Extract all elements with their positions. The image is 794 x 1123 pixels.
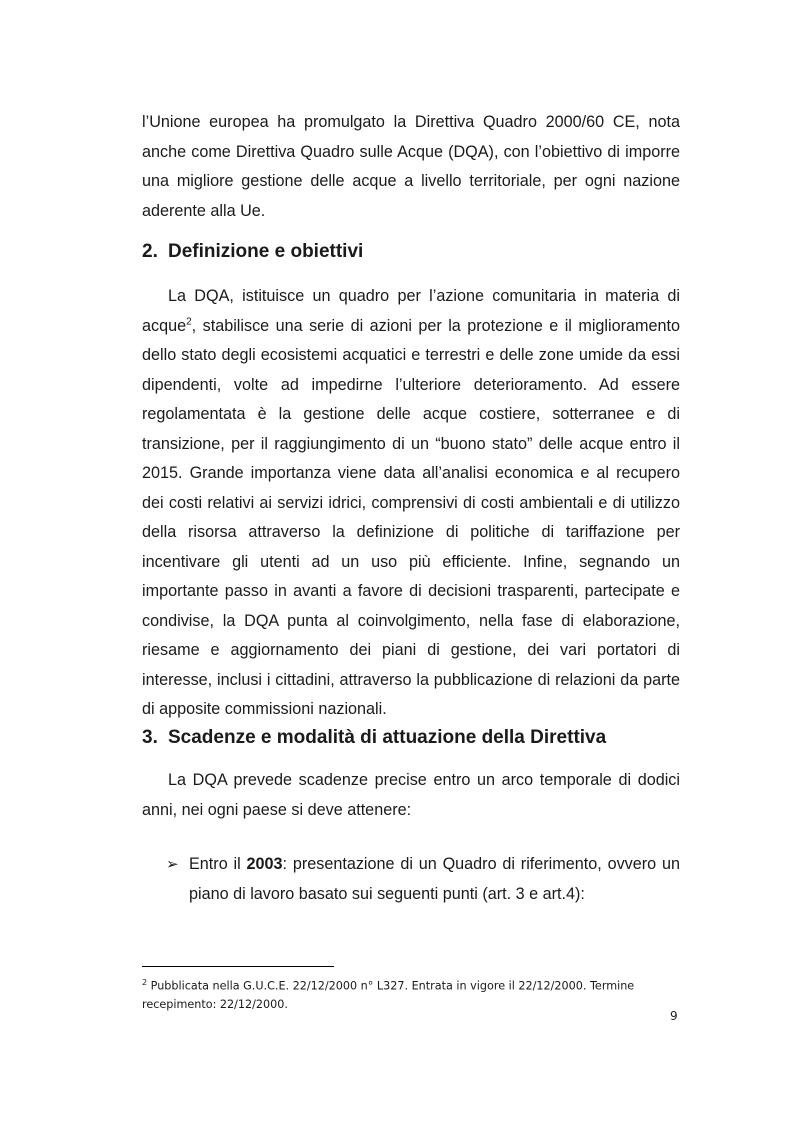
- section-3-heading: [142, 727, 606, 749]
- list-item-rest: : presentazione di un Quadro di riferimento, ovvero un piano di lavoro basato sui seguenti punti (art. 3 e art.4):: [189, 855, 680, 903]
- section-2-text-end: , stabilisce una serie di azioni per la protezione e il miglioramento dello stato degli ecosistemi acquatici e terrestri e delle zone umide da essi dipendenti, volte ad impedirne l’ulteriore deterioramento. Ad essere regolamentata è la gestione delle acque costiere, sotterranee e di transizione, per il raggiungimento di un “buono stato” delle acque entro il 2015. Grande importanza viene data all’analisi economica e al recupero dei costi relativi ai servizi idrici, comprensivi di costi ambientali e di utilizzo della risorsa attraverso la definizione di politiche di tariffazione per incentivare gli utenti ad un uso più efficiente. Infine, segnando un importante passo in avanti a favore di decisioni trasparenti, partecipate e condivise, la DQA punta al coinvolgimento, nella fase di elaborazione, riesame e aggiornamento dei piani di gestione, dei vari portatori di interesse, inclusi i cittadini, attraverso la pubblicazione di relazioni da parte di apposite commissioni nazionali.: [142, 316, 680, 718]
- section-2-heading: [142, 241, 363, 263]
- page-number: 9: [670, 1009, 678, 1023]
- list-item: [166, 850, 680, 909]
- footnote-number: 2: [142, 978, 148, 987]
- footnote-text: Pubblicata nella G.U.C.E. 22/12/2000 n° L327. Entrata in vigore il 22/12/2000. Termine recepimento: 22/12/2000.: [142, 979, 635, 1011]
- list-item-text: [189, 850, 680, 909]
- section-2-text-start: La DQA, istituisce un quadro per l’azione comunitaria in materia di acque: [142, 287, 680, 335]
- list-item-year: 2003: [246, 855, 283, 873]
- intro-paragraph: l’Unione europea ha promulgato la Direttiva Quadro 2000/60 CE, nota anche come Direttiva Quadro sulle Acque (DQA), con l’obiettivo di imporre una migliore gestione delle acque a livello territoriale, per ogni nazione aderente alla Ue.: [142, 113, 680, 220]
- footnote-reference[interactable]: 2: [186, 316, 192, 328]
- section-3-number: 3.: [142, 727, 158, 748]
- footnote: [142, 974, 680, 1014]
- section-3-paragraph: La DQA prevede scadenze precise entro un arco temporale di dodici anni, nei ogni paese si deve attenere:: [142, 771, 680, 819]
- list-item-lead: Entro il: [189, 855, 247, 873]
- document-page: [142, 0, 680, 1123]
- section-3-title: Scadenze e modalità di attuazione della Direttiva: [168, 727, 607, 748]
- section-2-title: Definizione e obiettivi: [168, 241, 364, 262]
- footnote-divider: [142, 966, 334, 967]
- section-2-number: 2.: [142, 241, 158, 262]
- arrow-bullet-icon: ➢: [166, 856, 179, 873]
- section-2-paragraph: [142, 282, 680, 725]
